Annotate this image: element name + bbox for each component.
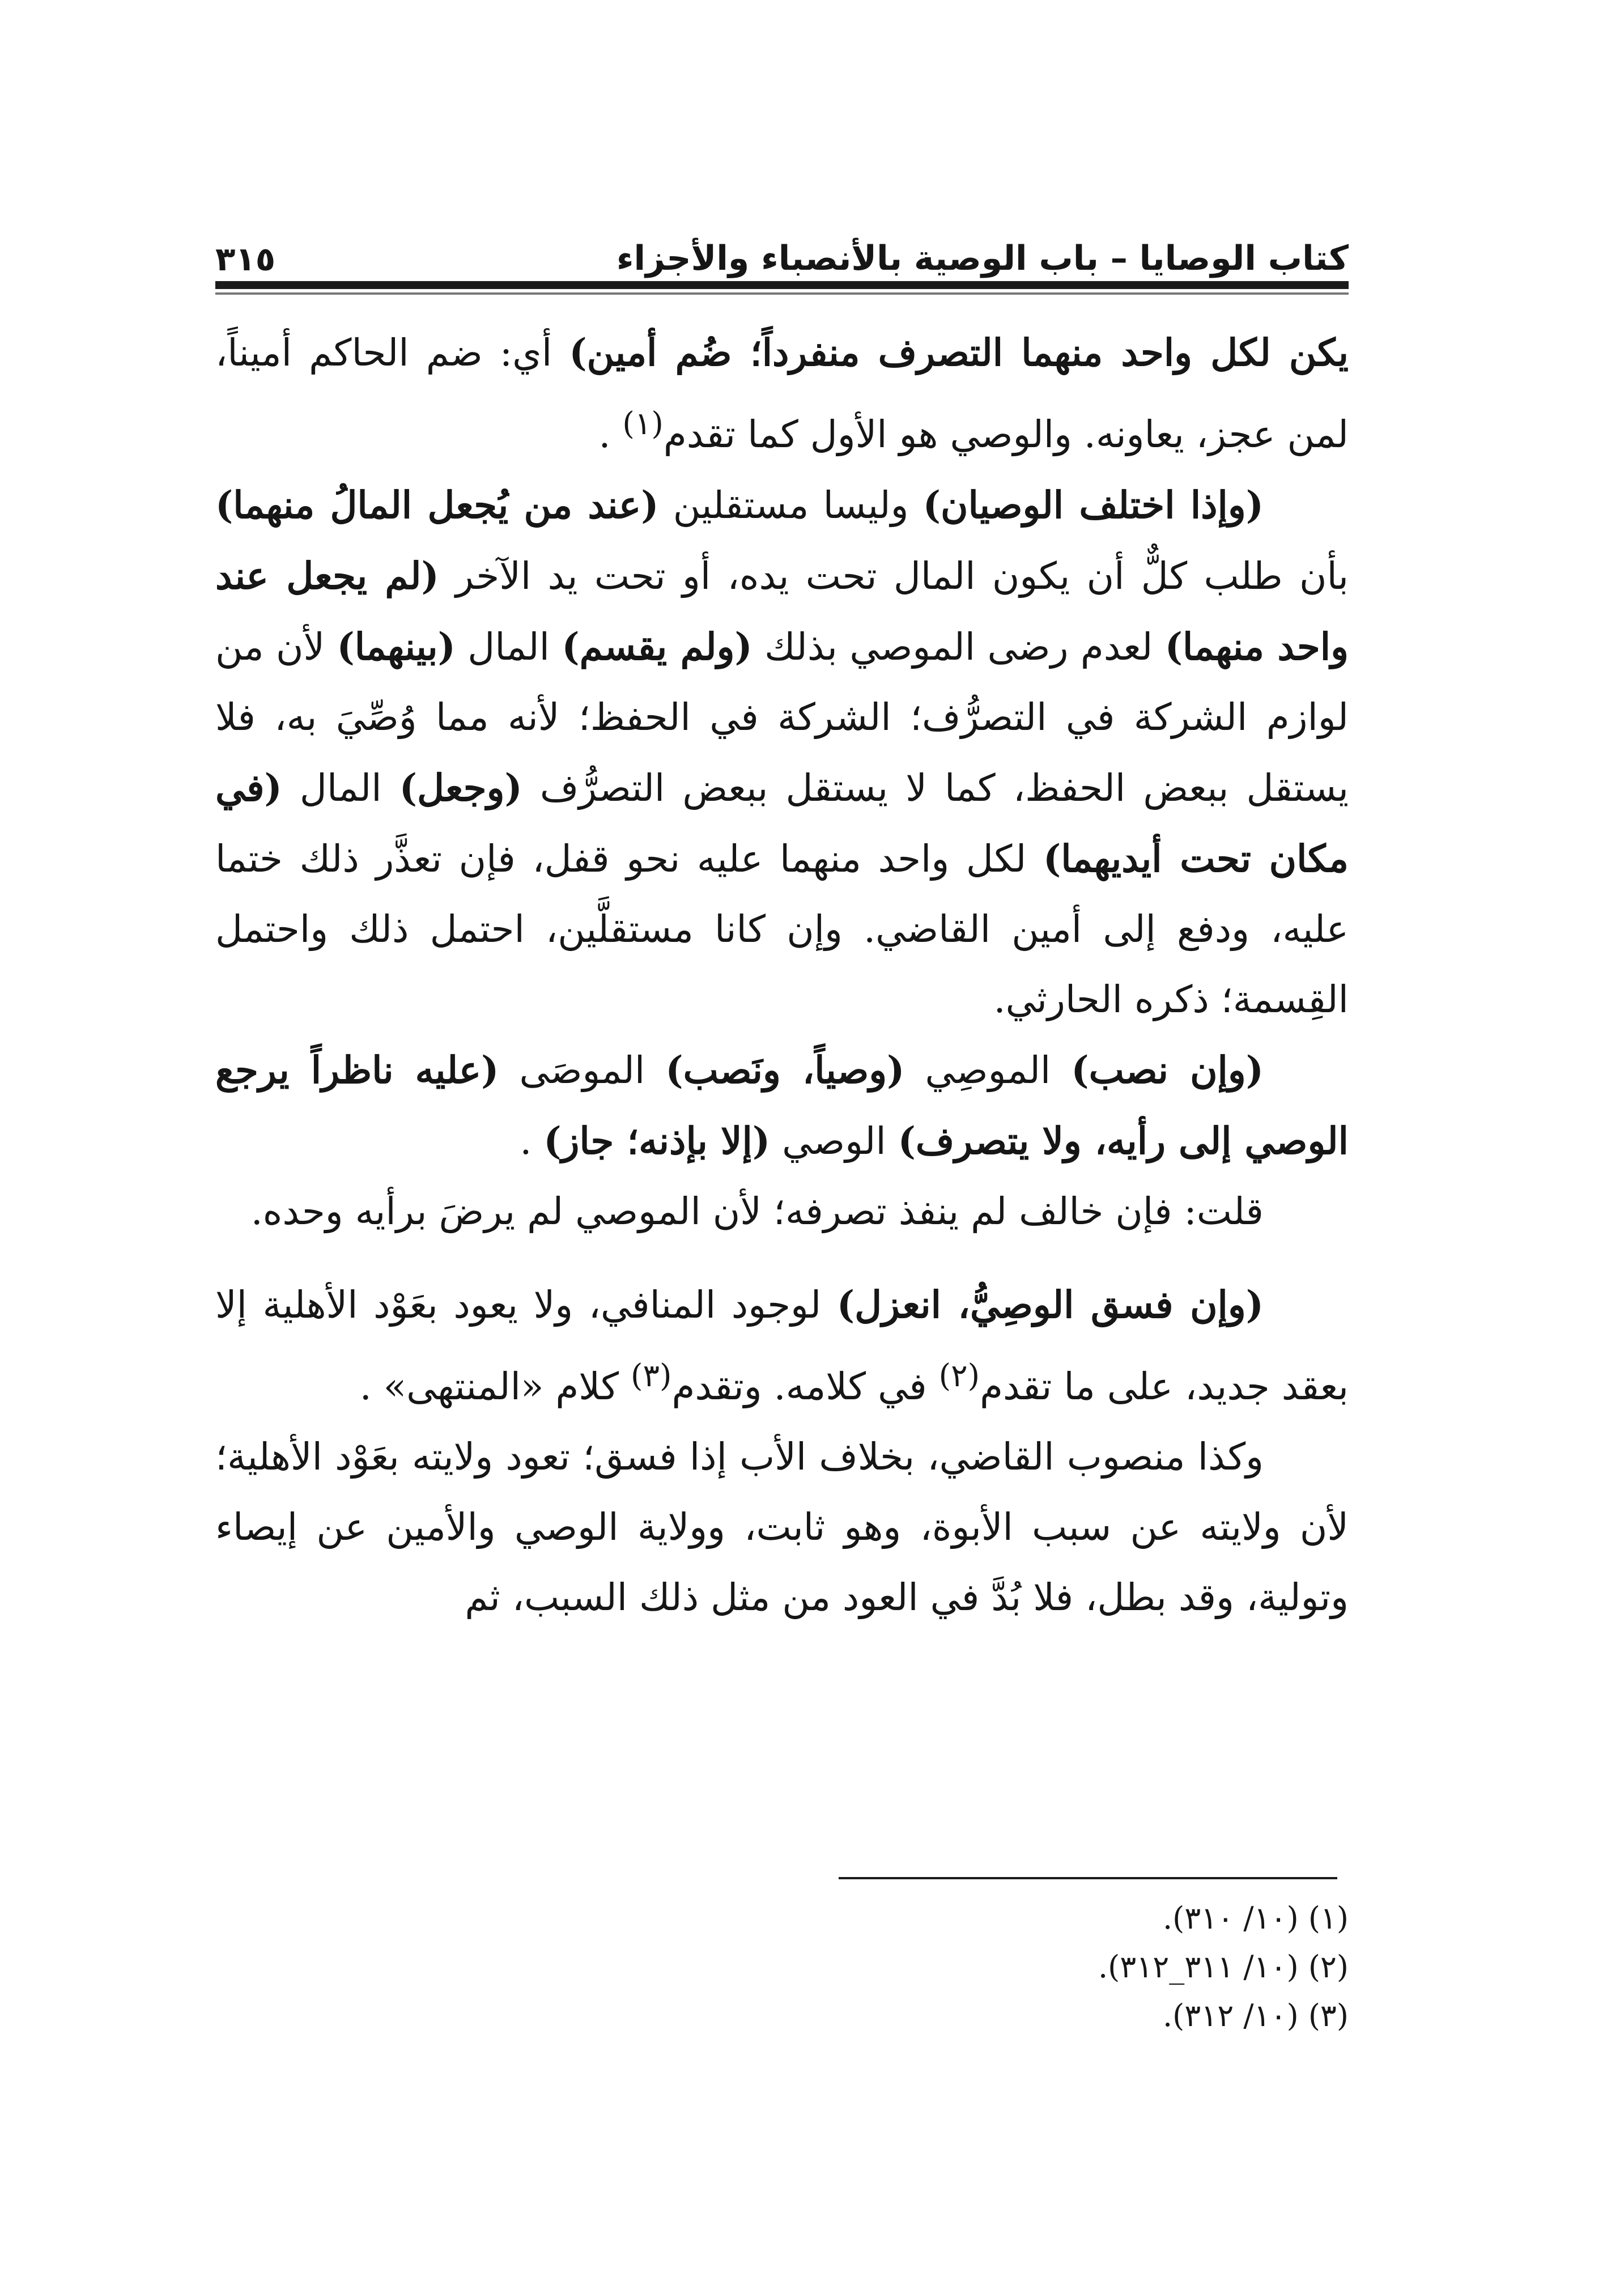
running-title: كتاب الوصايا – باب الوصية بالأنصباء والأجزاء: [616, 239, 1349, 278]
footnote-text: (١٠/ ٣١١_٣١٢).: [1098, 1949, 1308, 1985]
footnote: [215, 1894, 1349, 1943]
footnote-text: (١٠/ ٣١٠).: [1162, 1900, 1308, 1936]
text-span: .: [598, 413, 623, 456]
paragraph: قلت: فإن خالف لم ينفذ تصرفه؛ لأن الموصي لم يرضَ برأيه وحده.: [250, 1190, 1264, 1233]
paragraph: [215, 317, 1349, 470]
page-number: ٣١٥: [215, 240, 276, 278]
bold-span: (وإن نصب): [1071, 1048, 1264, 1092]
bold-span: يكن لكل واحد منهما التصرف منفرداً؛ ضُم أمين): [569, 330, 1349, 375]
paragraph: [215, 470, 1349, 1035]
page-header: [215, 213, 1349, 278]
text-span: وليسا مستقلين: [658, 483, 923, 527]
bold-span: (عند من يُجعل المالُ منهما): [215, 483, 659, 527]
text-span: الموصِي: [904, 1048, 1072, 1092]
footnote-number: (٢): [1308, 1949, 1349, 1985]
text-span: الموصَى: [499, 1048, 666, 1092]
text-span: لكل واحد منهما عليه نحو قفل، فإن تعذَّر ذلك ختما عليه، ودفع إلى أمين القاضي. وإن كانا مستقلَّين، احتمل ذلك واحتمل القِسمة؛ ذكره الحارثي.: [215, 837, 1349, 1021]
footnote-ref: (٣): [630, 1357, 672, 1394]
text-span: لأن من لوازم الشركة في التصرُّف؛ الشركة في الحفظ؛ لأنه مما وُصِّيَ به، فلا يستقل ببعض الحفظ، كما لا يستقل ببعض التصرُّف: [215, 625, 1349, 810]
text-span: المال: [455, 625, 562, 669]
footnote-number: (١): [1308, 1900, 1349, 1936]
footnote-text: (١٠/ ٣١٢).: [1162, 1998, 1308, 2033]
bold-span: (إلا بإذنه؛ جاز): [543, 1119, 771, 1163]
paragraph: وكذا منصوب القاضي، بخلاف الأب إذا فسق؛ تعود ولايته بعَوْد الأهلية؛ لأن ولايته عن سبب الأبوة، وهو ثابت، وولاية الوصي والأمين عن إيصاء وتولية، وقد بطل، فلا بُدَّ في العود من مثل ذلك السبب، ثم: [215, 1435, 1349, 1619]
footnote-ref: (١): [622, 405, 664, 441]
bold-span: (عليه ناظراً يرجع الوصي إلى رأيه، ولا يتصرف): [215, 1048, 1349, 1163]
header-rule: [215, 281, 1349, 289]
bold-span: (وصياً، ونَصب): [665, 1048, 905, 1092]
body-text: [215, 317, 1349, 1633]
text-span: في كلامه. وتقدم: [671, 1365, 939, 1408]
text-span: المال: [282, 766, 399, 810]
text-span: لوجود المنافي، ولا يعود بعَوْد الأهلية إلا بعقد جديد، على ما تقدم: [215, 1283, 1349, 1408]
bold-span: (لم يجعل عند واحد منهما): [215, 554, 1349, 669]
footnote-number: (٣): [1308, 1998, 1349, 2033]
footnote-separator: [839, 1877, 1337, 1879]
paragraph: [215, 1269, 1349, 1422]
bold-span: (وجعل): [399, 766, 522, 810]
header-rule-thin: [215, 292, 1349, 295]
bold-span: (في مكان تحت أيديهما): [215, 766, 1349, 881]
text-span: بأن طلب كلٌّ أن يكون المال تحت يده، أو تحت يد الآخر: [439, 554, 1349, 598]
text-span: كلام «المنتهى» .: [359, 1365, 631, 1408]
text-span: لعدم رضى الموصي بذلك: [752, 625, 1165, 669]
bold-span: (ولم يقسم): [562, 625, 753, 669]
text-span: الوصي: [770, 1119, 898, 1163]
text-span: .: [520, 1119, 544, 1163]
footnote: [215, 1943, 1349, 1991]
footnote-ref: (٢): [938, 1357, 980, 1394]
bold-span: (وإن فسق الوصِيُّ، انعزل): [836, 1283, 1264, 1327]
footnote: [215, 1991, 1349, 2040]
text-span: أي: ضم الحاكم أميناً، لمن عجز، يعاونه. والوصي هو الأول كما تقدم: [215, 331, 1349, 456]
footnotes: [215, 1894, 1349, 2040]
bold-span: (وإذا اختلف الوصيان): [922, 483, 1264, 527]
bold-span: (بينهما): [337, 625, 456, 669]
paragraph: [215, 1035, 1349, 1177]
